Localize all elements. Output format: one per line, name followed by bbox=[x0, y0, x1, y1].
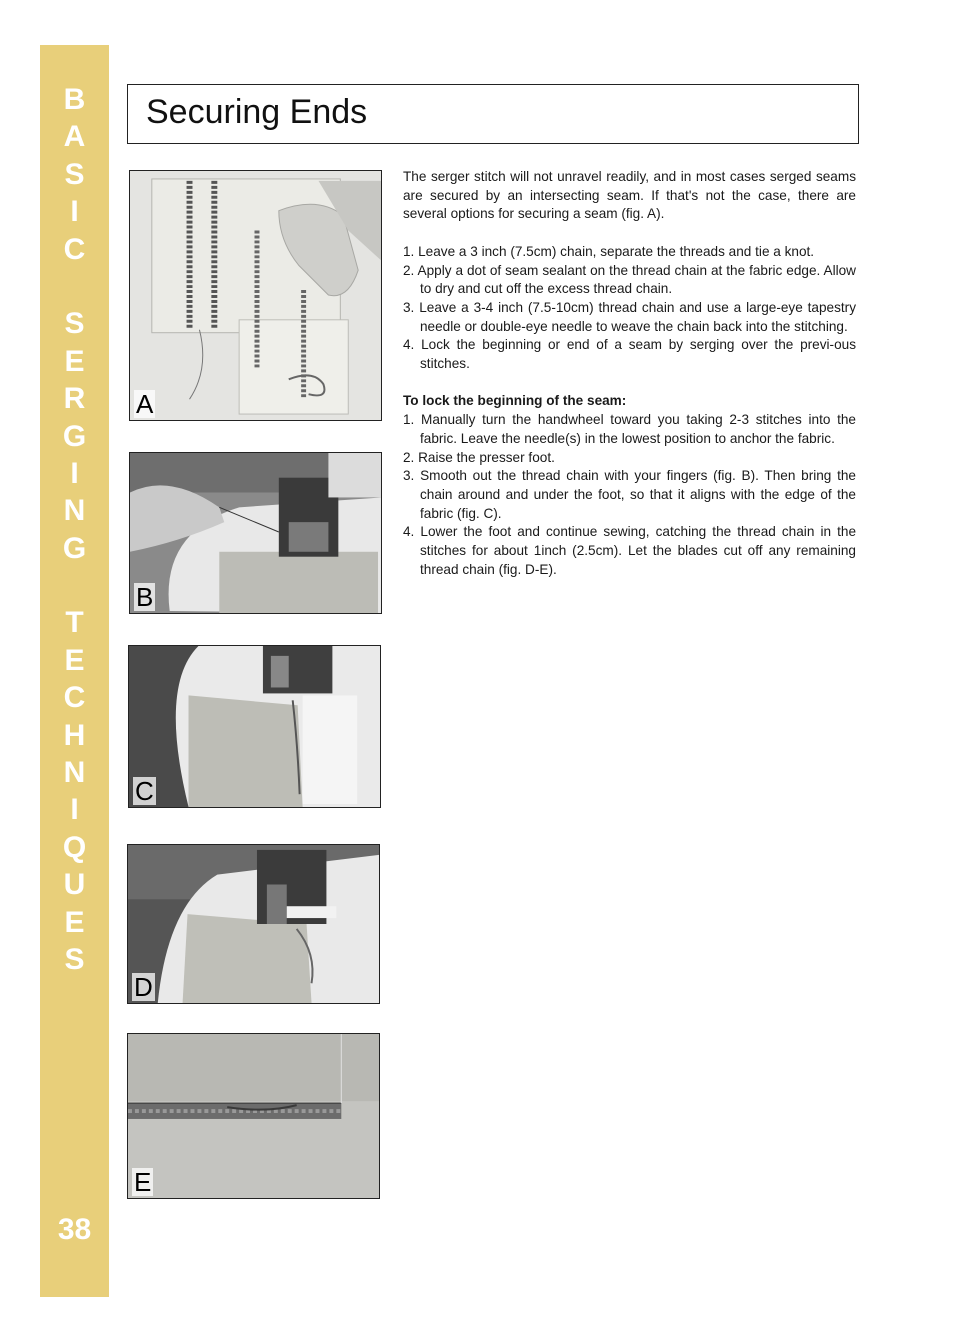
instructions-text bbox=[403, 168, 856, 579]
intro-paragraph: The serger stitch will not unravel readily, and in most cases serged seams are secured by an intersecting seam. If that's not the case, there are several options for securing a seam (fig. A). bbox=[403, 169, 856, 222]
side-letter: S bbox=[64, 157, 85, 191]
title-box bbox=[127, 84, 859, 144]
figure-label: B bbox=[136, 582, 154, 612]
side-letter bbox=[40, 268, 109, 305]
side-letter: I bbox=[70, 793, 79, 827]
figure-b-photo bbox=[129, 452, 382, 614]
side-letter: C bbox=[63, 681, 86, 715]
figure-label: D bbox=[134, 972, 153, 1002]
figure-c-illustration bbox=[129, 646, 380, 807]
side-letter: E bbox=[64, 905, 85, 939]
section-title-vertical bbox=[40, 81, 109, 978]
side-letter: H bbox=[63, 718, 86, 752]
figure-a-photo bbox=[129, 170, 382, 421]
side-letter: R bbox=[63, 382, 86, 416]
option-item: 1. Leave a 3 inch (7.5cm) chain, separate the threads and tie a knot. bbox=[403, 243, 815, 259]
side-letter: S bbox=[64, 307, 85, 341]
figure-e-illustration bbox=[128, 1034, 379, 1198]
side-letter: E bbox=[64, 643, 85, 677]
option-item: 2. Apply a dot of seam sealant on the thread chain at the fabric edge. Allow to dry and cut off the excess thread chain. bbox=[403, 262, 856, 297]
side-letter: G bbox=[62, 531, 87, 565]
side-letter: S bbox=[64, 942, 85, 976]
side-letter: N bbox=[63, 756, 86, 790]
side-letter: I bbox=[70, 195, 79, 229]
section-sidebar bbox=[40, 45, 109, 1297]
lock-step: 1. Manually turn the handwheel toward you taking 2-3 stitches into the fabric. Leave the needle(s) in the lowest position to anchor the fabric. bbox=[403, 412, 856, 446]
option-item: 3. Leave a 3-4 inch (7.5-10cm) thread chain and use a large-eye tapestry needle or double-eye needle to weave the chain back into the stitching. bbox=[403, 299, 856, 334]
page-title: Securing Ends bbox=[146, 93, 368, 131]
side-letter: A bbox=[63, 120, 86, 154]
page-number: 38 bbox=[57, 1213, 92, 1246]
side-letter: E bbox=[64, 344, 85, 378]
side-letter: B bbox=[63, 83, 86, 116]
side-letter: N bbox=[63, 494, 86, 528]
figure-a-illustration bbox=[130, 171, 381, 420]
side-letter: Q bbox=[62, 830, 87, 864]
figure-d-photo bbox=[127, 844, 380, 1004]
side-letter: I bbox=[70, 456, 79, 490]
lock-step: 3. Smooth out the thread chain with your fingers (fig. B). Then bring the chain around and under the foot, so that it aligns with the edge of the fabric (fig. C). bbox=[403, 468, 856, 521]
side-letter: G bbox=[62, 419, 87, 453]
figure-d-illustration bbox=[128, 845, 379, 1003]
side-letter: U bbox=[63, 868, 86, 902]
side-letter: T bbox=[65, 606, 84, 640]
side-letter: C bbox=[63, 232, 86, 266]
figure-e-photo bbox=[127, 1033, 380, 1199]
lock-step: 4. Lower the foot and continue sewing, catching the thread chain in the stitches for about 1inch (2.5cm). Let the blades cut off any remaining thread chain (fig. D-E). bbox=[403, 524, 856, 577]
figure-label: E bbox=[134, 1167, 152, 1197]
lock-heading: To lock the beginning of the seam: bbox=[403, 393, 627, 409]
option-item: 4. Lock the beginning or end of a seam by serging over the previ-ous stitches. bbox=[403, 337, 856, 372]
figure-c-photo bbox=[128, 645, 381, 808]
lock-step: 2. Raise the presser foot. bbox=[403, 449, 555, 465]
side-letter bbox=[40, 567, 109, 604]
figure-b-illustration bbox=[130, 453, 381, 613]
figure-label: C bbox=[135, 776, 154, 806]
figure-label: A bbox=[136, 389, 154, 419]
